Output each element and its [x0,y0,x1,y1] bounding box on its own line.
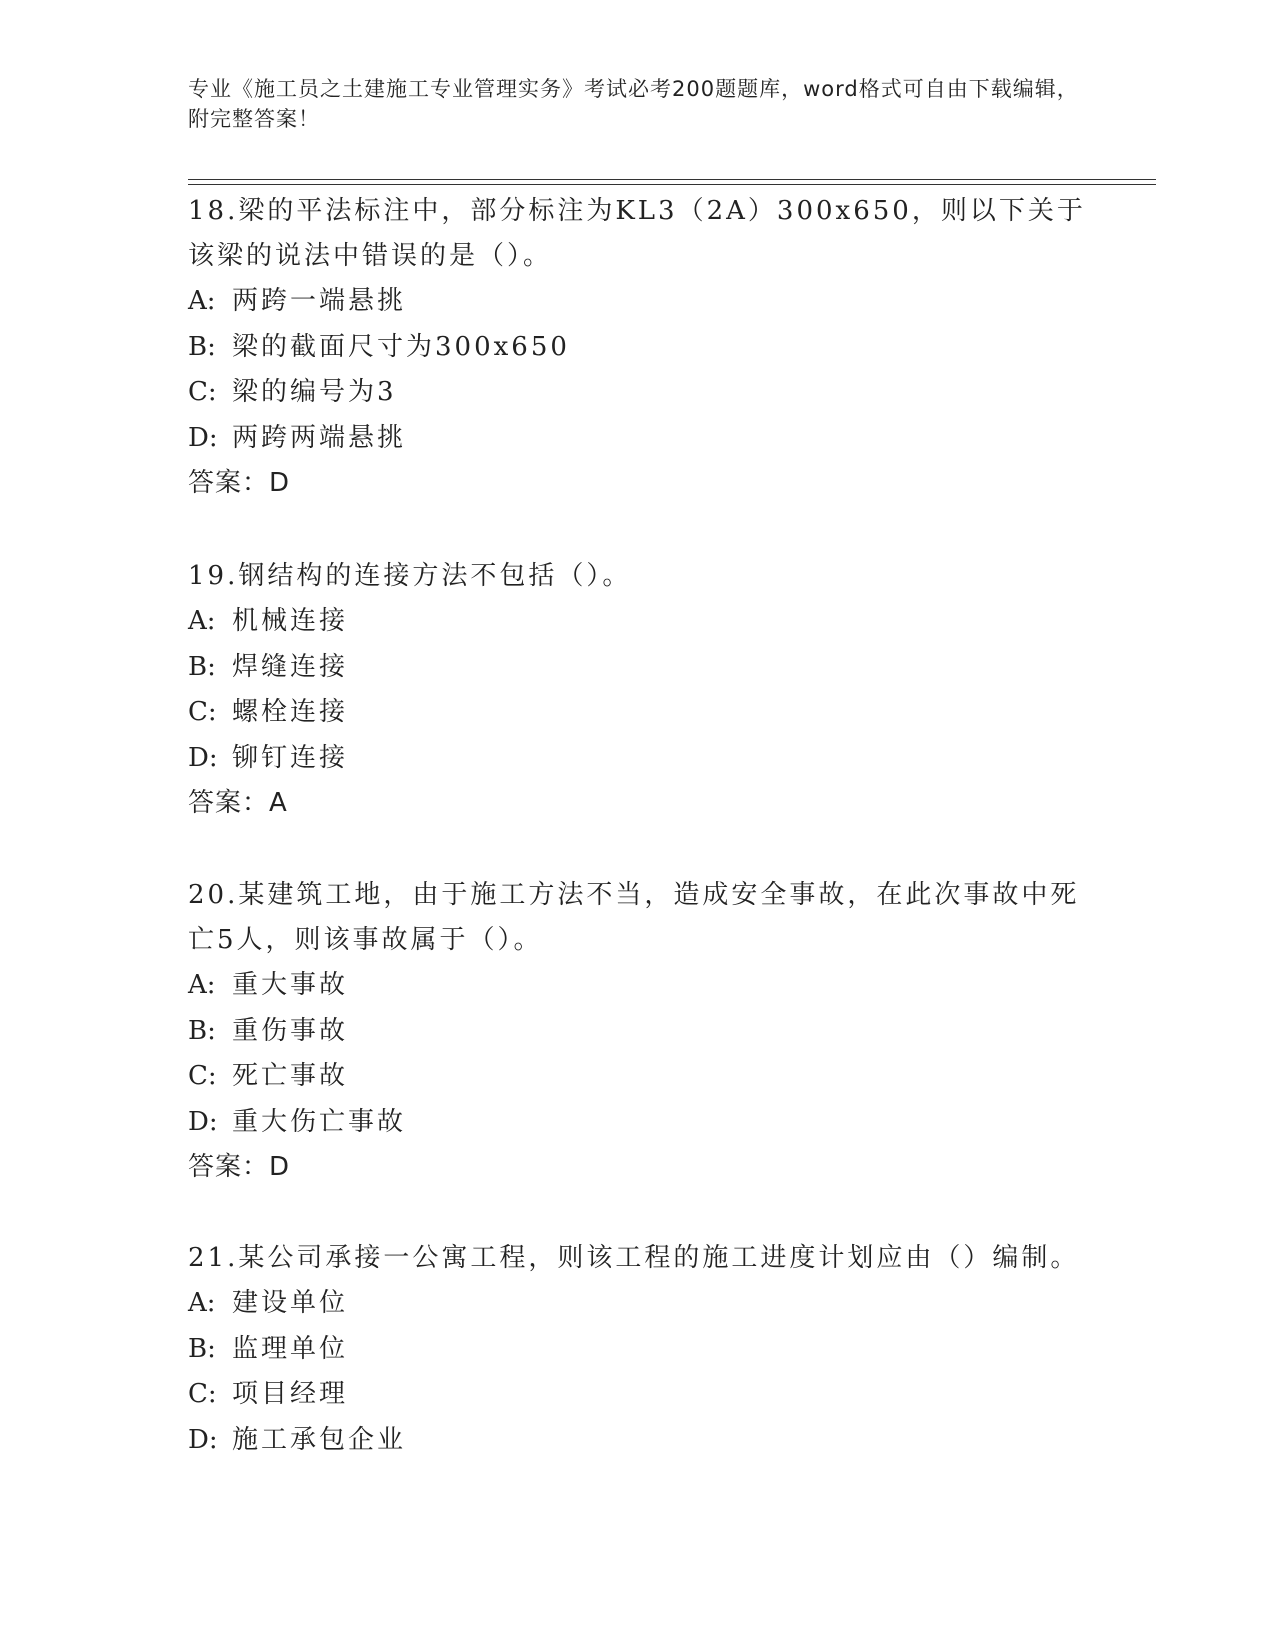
option-d [188,736,1088,782]
option-letter: C: [188,1061,217,1091]
answer: 答案：D [188,468,291,498]
question-20 [188,873,1088,1190]
option-a [188,1281,1088,1327]
header-divider-bottom [188,184,1156,185]
option-text: 螺栓连接 [232,697,349,727]
option-text: 机械连接 [232,606,349,636]
question-21 [188,1236,1088,1463]
option-b [188,645,1088,691]
option-text: 项目经理 [232,1379,349,1409]
option-text: 建设单位 [232,1288,349,1318]
option-letter: B: [188,1015,216,1046]
option-letter: B: [188,1333,216,1364]
option-letter: C: [188,377,217,407]
option-c [188,690,1088,736]
option-b [188,325,1088,371]
question-text: 21.某公司承接一公寓工程，则该工程的施工进度计划应由（）编制。 [188,1243,1080,1273]
option-d [188,1100,1088,1146]
answer: 答案：D [188,1152,291,1182]
option-text: 监理单位 [232,1333,349,1364]
option-a [188,599,1088,645]
option-a [188,963,1088,1009]
question-19 [188,554,1088,826]
option-c [188,1372,1088,1418]
option-text: 焊缝连接 [232,651,349,682]
option-text: 两跨一端悬挑 [232,286,407,316]
option-letter: A: [188,286,216,316]
option-letter: D: [188,1106,218,1137]
question-text: 19.钢结构的连接方法不包括（）。 [188,561,632,591]
option-b [188,1327,1088,1373]
answer: 答案：A [188,788,288,818]
option-c [188,370,1088,416]
option-text: 梁的编号为3 [232,377,397,407]
option-letter: B: [188,331,216,362]
option-letter: B: [188,651,216,682]
header-divider-top [188,179,1156,180]
option-text: 重大伤亡事故 [232,1106,407,1137]
option-a [188,279,1088,325]
option-text: 重伤事故 [232,1015,349,1046]
option-letter: D: [188,1424,218,1455]
option-b [188,1009,1088,1055]
option-letter: C: [188,1379,217,1409]
question-18 [188,189,1088,506]
option-text: 两跨两端悬挑 [232,422,407,453]
question-text: 20.某建筑工地，由于施工方法不当，造成安全事故，在此次事故中死亡5人，则该事故属于（）。 [188,880,1080,955]
option-c [188,1054,1088,1100]
question-text: 18.梁的平法标注中，部分标注为KL3（2A）300x650，则以下关于该梁的说法中错误的是（）。 [188,196,1086,271]
option-letter: C: [188,697,217,727]
document-header: 专业《施工员之土建施工专业管理实务》考试必考200题题库，word格式可自由下载编辑，附完整答案！ [188,77,1079,131]
option-letter: D: [188,422,218,453]
option-text: 施工承包企业 [232,1424,407,1455]
option-letter: A: [188,970,216,1000]
option-letter: D: [188,742,218,773]
option-text: 死亡事故 [232,1061,349,1091]
option-d [188,1418,1088,1464]
option-letter: A: [188,1288,216,1318]
option-text: 梁的截面尺寸为300x650 [232,331,570,362]
option-text: 重大事故 [232,970,349,1000]
option-d [188,416,1088,462]
option-text: 铆钉连接 [232,742,349,773]
option-letter: A: [188,606,216,636]
